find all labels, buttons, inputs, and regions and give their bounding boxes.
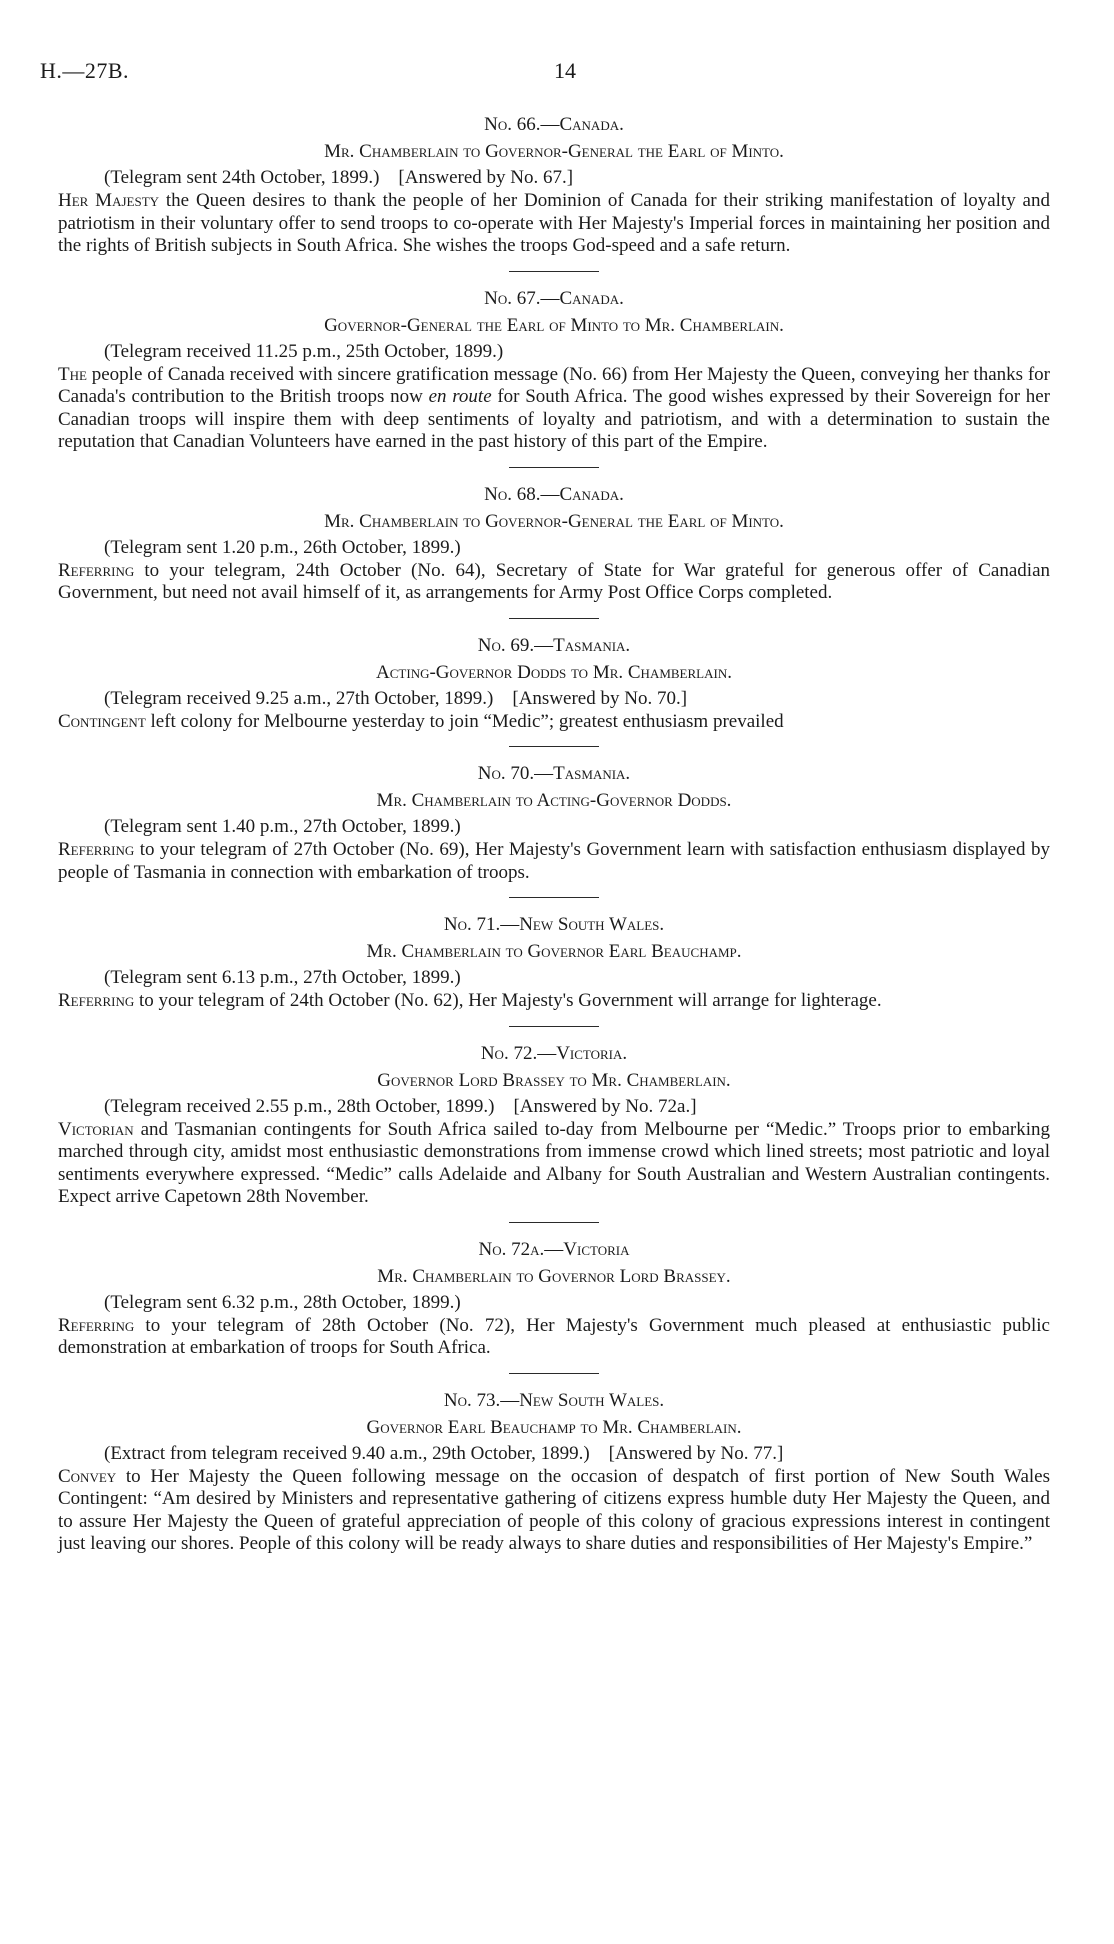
entry-parties: Mr. Chamberlain to Governor-General the Earl of Minto. [324,510,784,532]
telegram-entry [58,286,1050,454]
entry-text: to your telegram of 24th October (No. 62), Her Majesty's Government will arrange for lighterage. [134,990,882,1011]
paper-reference: H.—27B. [40,58,130,83]
entry-number: No. 72.—Victoria. [480,1042,628,1064]
separator-rule [509,467,599,468]
telegram-entry [58,1388,1050,1556]
entry-parties: Mr. Chamberlain to Governor Lord Brassey. [377,1265,731,1287]
telegram-entry [58,1041,1050,1209]
entry-lead: Her Majesty [58,190,160,211]
entry-number: No. 71.—New South Wales. [443,914,665,935]
entry-body [58,560,1050,605]
separator-rule [509,1026,599,1027]
page-header [40,58,1040,92]
entry-number: No. 69.—Tasmania. [477,634,631,656]
entry-number: No. 73.—New South Wales. [443,1389,665,1411]
entry-body [58,711,1050,734]
entry-meta: (Extract from telegram received 9.40 a.m., 29th October, 1899.) [Answered by No. 77.] [104,1442,784,1464]
entry-text: to Her Majesty the Queen following message on the occasion of despatch of first portion of New South Wales Contingent: “Am desired by Ministers and representative gathering of citizens express humble duty Her Majesty the Queen, and to assure Her Majesty the Queen of grateful appreciation of people of this colony of gracious expressions interest in contingent just leaving our shores. People of this colony will be ready always to share duties and responsibilities of Her Majesty's Empire.” [58,1465,1050,1554]
entry-lead: Referring [58,559,135,581]
entry-meta: (Telegram received 9.25 a.m., 27th October, 1899.) [Answered by No. 70.] [104,687,688,709]
entry-text: to your telegram of 28th October (No. 72), Her Majesty's Government much pleased at enthusiastic public demonstration at embarkation of troops for South Africa. [58,1314,1050,1358]
entry-meta: (Telegram sent 6.32 p.m., 28th October, 1899.) [104,1291,461,1313]
entry-meta: (Telegram received 2.55 p.m., 28th October, 1899.) [Answered by No. 72a.] [104,1095,697,1117]
entry-number: No. 72a.—Victoria [478,1238,630,1260]
separator-rule [509,618,599,619]
entry-number: No. 70.—Tasmania. [477,763,631,784]
entry-italic-phrase: en route [428,386,492,407]
entry-meta: (Telegram sent 24th October, 1899.) [Answered by No. 67.] [104,167,574,188]
entry-text: to your telegram of 27th October (No. 69), Her Majesty's Government learn with satisfaction enthusiasm displayed by people of Tasmania in connection with embarkation of troops. [58,839,1050,883]
entry-number: No. 66.—Canada. [484,114,624,135]
entry-parties: Governor Earl Beauchamp to Mr. Chamberlain. [366,1416,742,1438]
telegram-entry [58,633,1050,734]
entry-body [58,1315,1050,1360]
telegram-entry [58,761,1050,884]
entry-lead: Contingent [58,710,146,732]
separator-rule [509,271,599,272]
entry-text: people of Canada received with sincere gratification message (No. 66) from Her Majesty the Queen, conveying her thanks for Canada's contribution to the British troops now [58,363,1050,407]
entry-body [58,1119,1050,1209]
entry-meta: (Telegram received 11.25 p.m., 25th October, 1899.) [104,340,504,362]
entry-parties: Mr. Chamberlain to Acting-Governor Dodds. [376,790,732,811]
separator-rule [509,1373,599,1374]
entry-text: to your telegram, 24th October (No. 64), Secretary of State for War grateful for generous offer of Canadian Government, but need not avail himself of it, as arrangements for Army Post Office Corps completed. [58,559,1050,603]
entry-text: and Tasmanian contingents for South Africa sailed to-day from Melbourne per “Medic.” Troops prior to embarking marched through city, amidst most enthusiastic demonstrations from immense crowd which lined streets; most patriotic and loyal sentiments everywhere expressed. “Medic” calls Adelaide and Albany for South Australian and Western Australian contingents. Expect arrive Capetown 28th November. [58,1118,1050,1207]
entry-parties: Mr. Chamberlain to Governor-General the Earl of Minto. [324,141,784,162]
entry-lead: The [58,363,87,385]
telegram-list [58,110,1050,1556]
entry-parties: Acting-Governor Dodds to Mr. Chamberlain. [376,661,732,683]
entry-body [58,990,1050,1013]
entry-lead: Convey [58,1465,117,1487]
entry-lead: Victorian [58,1118,134,1140]
page-number: 14 [554,58,576,83]
entry-number: No. 67.—Canada. [484,287,624,309]
separator-rule [509,1222,599,1223]
entry-lead: Referring [58,990,135,1011]
telegram-entry [58,482,1050,605]
entry-lead: Referring [58,1314,135,1336]
entry-parties: Governor-General the Earl of Minto to Mr. Chamberlain. [324,314,784,336]
entry-meta: (Telegram sent 6.13 p.m., 27th October, 1899.) [104,967,461,988]
telegram-entry [58,112,1050,258]
entry-number: No. 68.—Canada. [484,483,624,505]
separator-rule [509,746,599,747]
entry-parties: Mr. Chamberlain to Governor Earl Beauchamp. [366,941,742,962]
entry-body [58,839,1050,884]
entry-text: the Queen desires to thank the people of her Dominion of Canada for their striking manifestation of loyalty and patriotism in their voluntary offer to send troops to co-operate with Her Majesty's Imperial forces in maintaining her position and the rights of British subjects in South Africa. She wishes the troops God-speed and a safe return. [58,190,1050,256]
entry-text: left colony for Melbourne yesterday to join “Medic”; greatest enthusiasm prevailed [145,710,784,732]
entry-parties: Governor Lord Brassey to Mr. Chamberlain. [377,1069,731,1091]
entry-lead: Referring [58,839,135,860]
separator-rule [509,897,599,898]
entry-meta: (Telegram sent 1.20 p.m., 26th October, 1899.) [104,536,461,558]
telegram-entry [58,912,1050,1013]
entry-body [58,1466,1050,1556]
entry-body [58,190,1050,258]
entry-body [58,364,1050,454]
entry-meta: (Telegram sent 1.40 p.m., 27th October, 1899.) [104,816,461,837]
entry-text: for South Africa. The good wishes expressed by their Sovereign for her Canadian troops will inspire them with deep sentiments of loyalty and patriotism, and with a determination to sustain the reputation that Canadian Volunteers have earned in the past history of this part of the Empire. [58,386,1050,452]
telegram-entry [58,1237,1050,1360]
